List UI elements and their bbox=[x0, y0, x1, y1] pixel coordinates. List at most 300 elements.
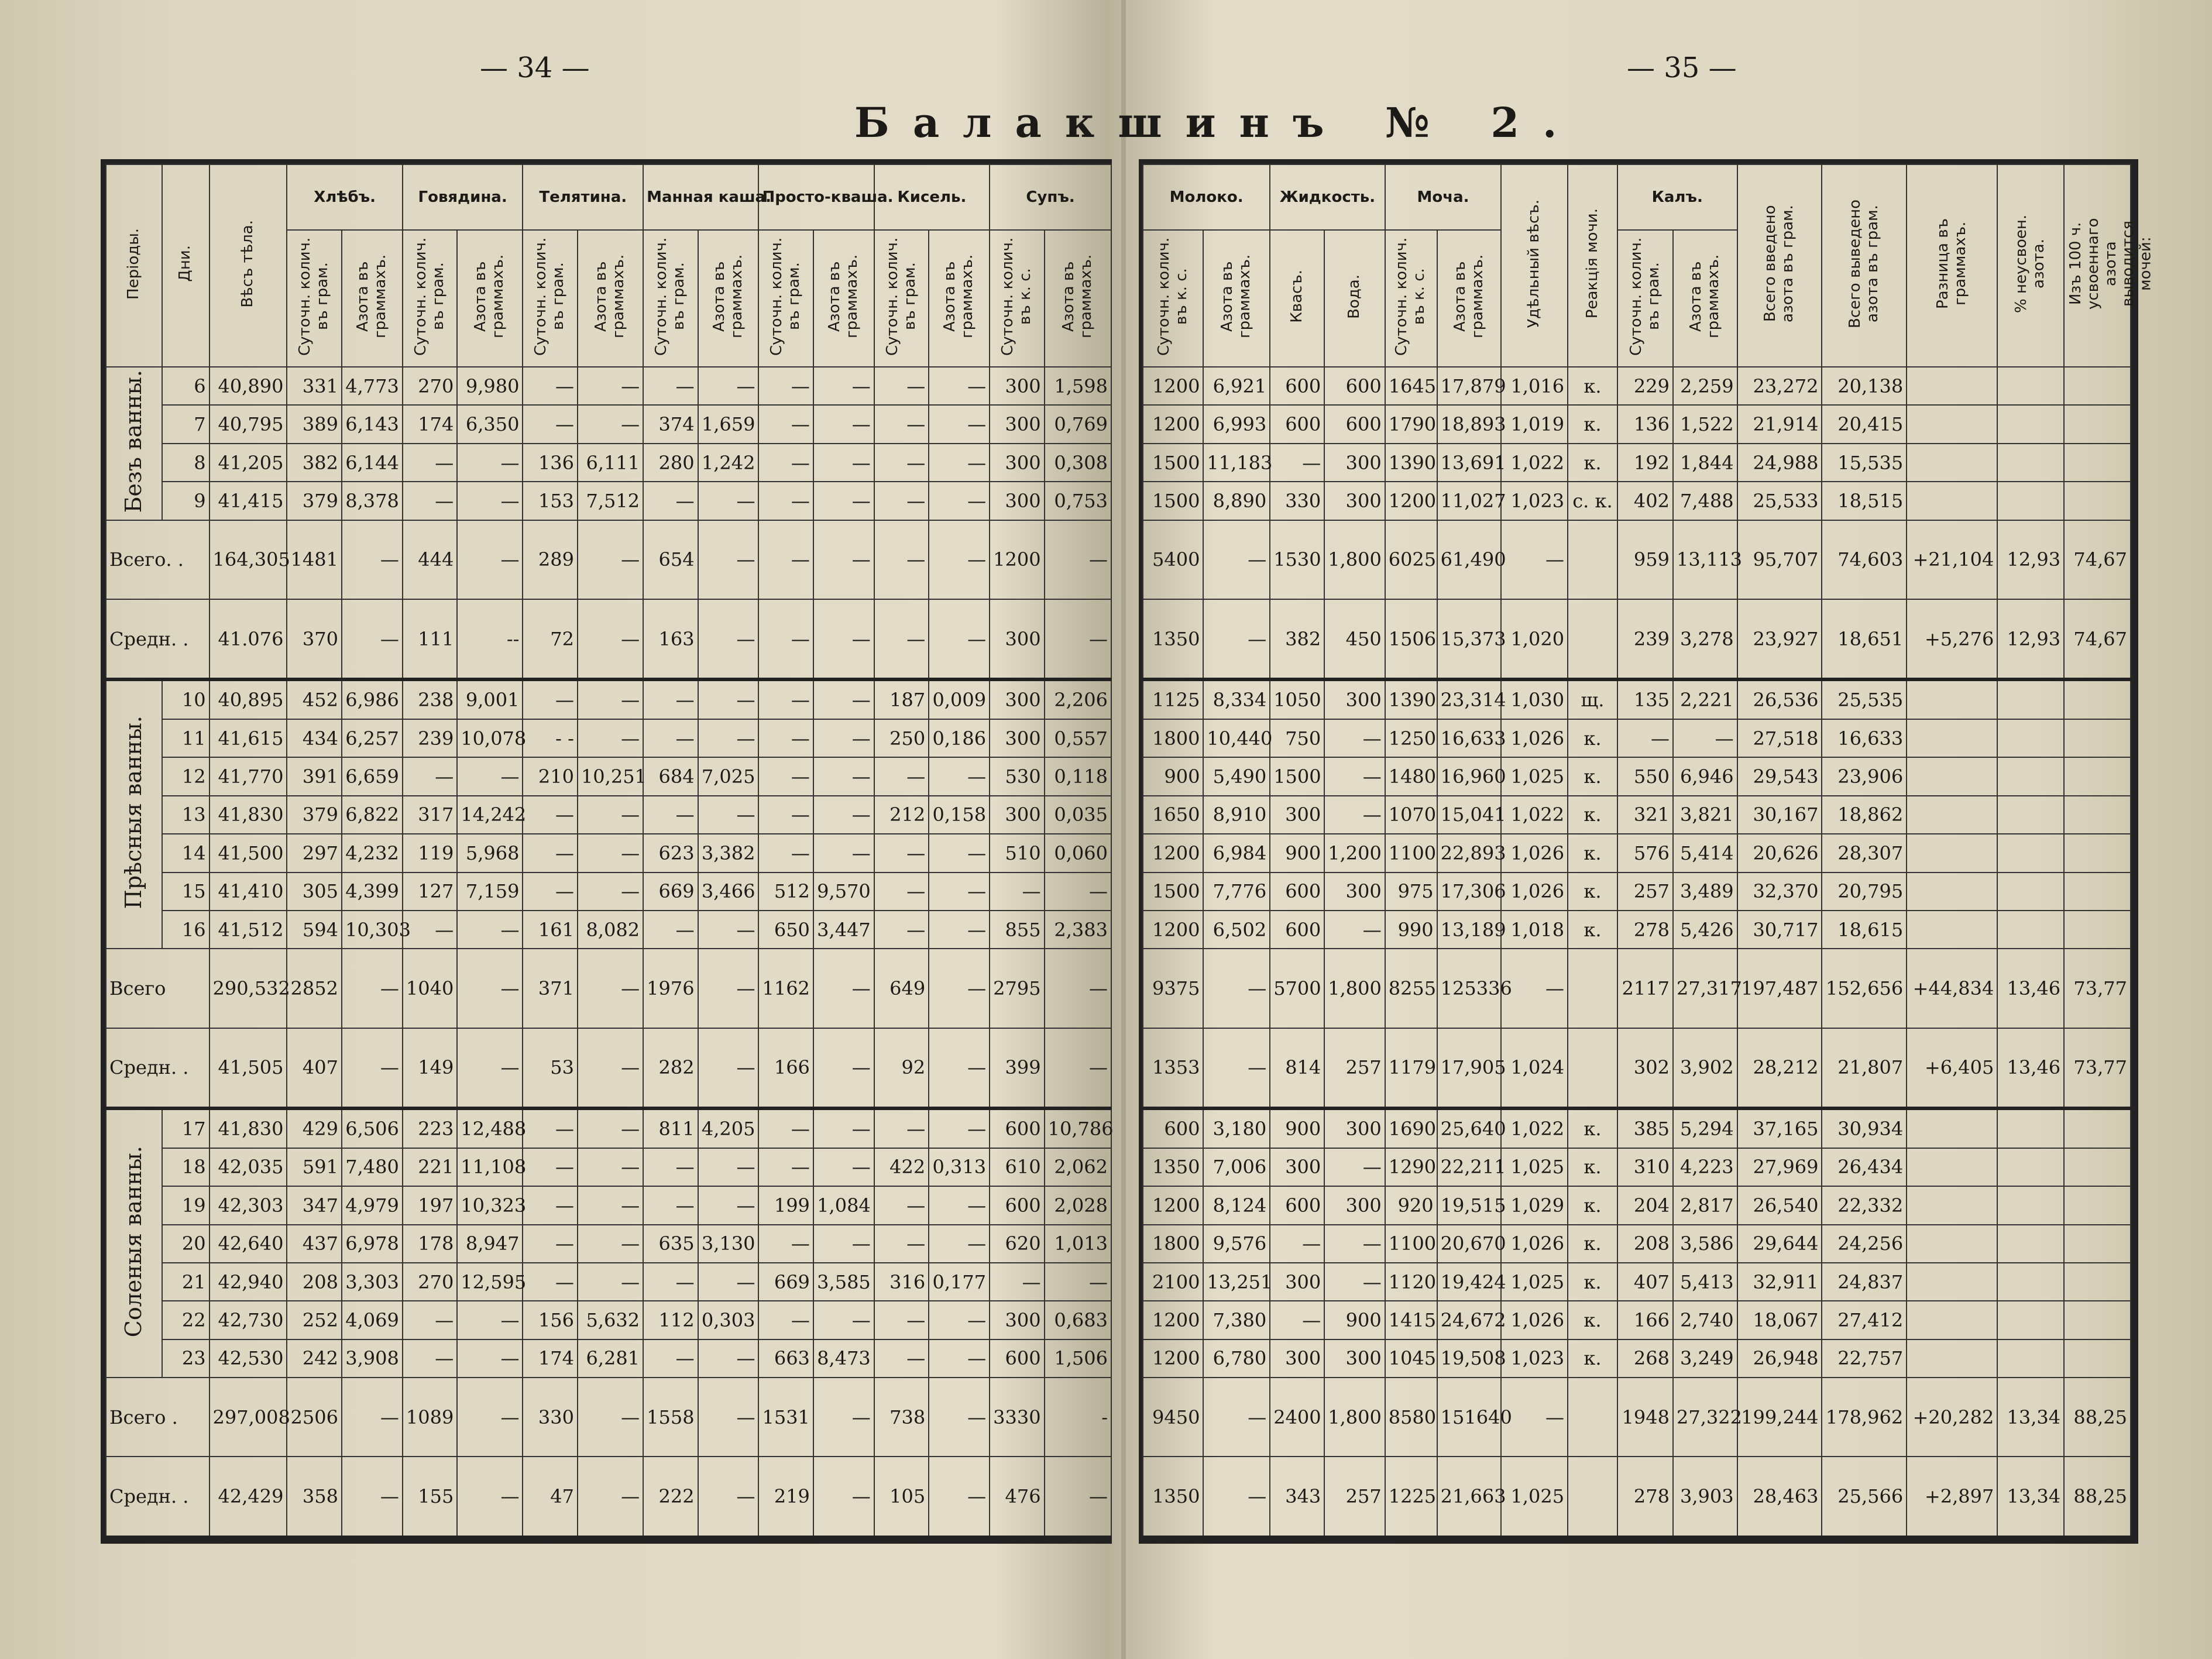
left-cell: — bbox=[874, 1225, 929, 1263]
left-avg-cell: 407 bbox=[287, 1028, 341, 1108]
left-cell: — bbox=[523, 679, 577, 719]
left-avg-cell: 166 bbox=[758, 1028, 813, 1108]
right-avg-cell: — bbox=[1203, 1028, 1270, 1108]
header-summary-6-text: Всего введено азота въ грам. bbox=[1761, 205, 1797, 322]
right-cell: 5,426 bbox=[1673, 911, 1737, 949]
left-cell: 41,205 bbox=[209, 444, 287, 482]
left-cell: — bbox=[523, 873, 577, 911]
right-avg-cell: 1353 bbox=[1143, 1028, 1203, 1108]
right-total-cell: +20,282 bbox=[1907, 1378, 1997, 1457]
right-day-row bbox=[1143, 1186, 2131, 1224]
left-cell: 8,947 bbox=[457, 1225, 523, 1263]
left-cell: 3,130 bbox=[698, 1225, 759, 1263]
right-cell: 1690 bbox=[1385, 1108, 1437, 1148]
left-cell: 199 bbox=[758, 1186, 813, 1224]
header-food-3: Манная каша. bbox=[643, 164, 758, 230]
left-cell: — bbox=[813, 757, 874, 795]
right-cell: 2100 bbox=[1143, 1263, 1203, 1301]
left-cell: 8,082 bbox=[578, 911, 643, 949]
right-cell: 600 bbox=[1270, 911, 1324, 949]
right-cell bbox=[1997, 1225, 2064, 1263]
right-day-row bbox=[1143, 1339, 2131, 1378]
right-total-cell: 151640 bbox=[1437, 1378, 1502, 1457]
right-cell bbox=[2064, 1339, 2131, 1378]
left-avg-cell: — bbox=[578, 599, 643, 679]
right-cell: к. bbox=[1568, 1339, 1617, 1378]
left-cell: — bbox=[874, 1186, 929, 1224]
left-cell: — bbox=[874, 1301, 929, 1339]
left-cell: 12 bbox=[162, 757, 209, 795]
right-cell: 1500 bbox=[1143, 444, 1203, 482]
left-avg-cell: 219 bbox=[758, 1457, 813, 1537]
left-cell: — bbox=[813, 367, 874, 405]
right-cell: 11,027 bbox=[1437, 482, 1502, 520]
header-summary-6 bbox=[1737, 164, 1822, 367]
left-cell: — bbox=[578, 1186, 643, 1224]
right-cell: 17,879 bbox=[1437, 367, 1502, 405]
left-cell: 11,108 bbox=[457, 1148, 523, 1186]
left-cell: 2,028 bbox=[1045, 1186, 1111, 1224]
left-cell: 623 bbox=[643, 834, 698, 872]
left-cell: 0,118 bbox=[1045, 757, 1111, 795]
right-cell: 407 bbox=[1617, 1263, 1673, 1301]
left-cell: — bbox=[578, 719, 643, 757]
right-cell: 900 bbox=[1270, 1108, 1324, 1148]
right-total-cell: 199,244 bbox=[1737, 1378, 1822, 1457]
right-cell: к. bbox=[1568, 1186, 1617, 1224]
left-cell: — bbox=[929, 1108, 990, 1148]
left-avg-cell: -- bbox=[457, 599, 523, 679]
header-feces-daily-text: Суточн. колич. въ грам. bbox=[1627, 237, 1663, 356]
left-avg-row bbox=[106, 1028, 1111, 1108]
left-cell: 600 bbox=[990, 1339, 1044, 1378]
right-cell: 1,026 bbox=[1501, 1225, 1568, 1263]
left-cell: 6,506 bbox=[342, 1108, 403, 1148]
right-cell: к. bbox=[1568, 1225, 1617, 1263]
right-total-cell: 6025 bbox=[1385, 520, 1437, 599]
left-total-cell: — bbox=[874, 520, 929, 599]
right-cell bbox=[1907, 1301, 1997, 1339]
right-avg-cell: 1,025 bbox=[1501, 1457, 1568, 1537]
header-food-1: Говядина. bbox=[403, 164, 523, 230]
right-total-cell: 2400 bbox=[1270, 1378, 1324, 1457]
left-cell: — bbox=[643, 482, 698, 520]
right-total-cell: 5400 bbox=[1143, 520, 1203, 599]
left-cell: - - bbox=[523, 719, 577, 757]
header-feces-nitrogen-text: Азота въ граммахъ. bbox=[1687, 254, 1722, 339]
left-cell: 42,940 bbox=[209, 1263, 287, 1301]
right-avg-cell: 18,651 bbox=[1822, 599, 1907, 679]
header-water-text: Вода. bbox=[1345, 274, 1363, 319]
left-total-cell: 2852 bbox=[287, 949, 341, 1028]
left-cell: 10,323 bbox=[457, 1186, 523, 1224]
left-cell: — bbox=[874, 1339, 929, 1378]
right-day-row bbox=[1143, 719, 2131, 757]
left-cell: 21 bbox=[162, 1263, 209, 1301]
left-cell: 379 bbox=[287, 796, 341, 834]
left-cell: — bbox=[578, 405, 643, 443]
left-cell: 382 bbox=[287, 444, 341, 482]
right-total-cell bbox=[1568, 520, 1617, 599]
right-cell: 1100 bbox=[1385, 834, 1437, 872]
left-cell: 10,251 bbox=[578, 757, 643, 795]
left-cell: 280 bbox=[643, 444, 698, 482]
right-cell: 37,165 bbox=[1737, 1108, 1822, 1148]
left-cell: 0,308 bbox=[1045, 444, 1111, 482]
left-avg-row bbox=[106, 1457, 1111, 1537]
right-total-cell bbox=[1568, 949, 1617, 1028]
right-day-row bbox=[1143, 367, 2131, 405]
left-total-cell: — bbox=[929, 520, 990, 599]
left-cell: 7,159 bbox=[457, 873, 523, 911]
left-avg-cell: 41.076 bbox=[209, 599, 287, 679]
right-avg-cell: +2,897 bbox=[1907, 1457, 1997, 1537]
right-total-cell: 8255 bbox=[1385, 949, 1437, 1028]
left-cell: 7 bbox=[162, 405, 209, 443]
right-total-cell: 1948 bbox=[1617, 1378, 1673, 1457]
right-cell: 1,522 bbox=[1673, 405, 1737, 443]
left-cell: 22 bbox=[162, 1301, 209, 1339]
left-cell: — bbox=[578, 679, 643, 719]
left-cell: — bbox=[457, 1339, 523, 1378]
left-cell: 12,595 bbox=[457, 1263, 523, 1301]
header-urine-reaction bbox=[1568, 164, 1617, 367]
left-cell: 317 bbox=[403, 796, 457, 834]
right-cell: 300 bbox=[1324, 1339, 1385, 1378]
right-cell: 26,536 bbox=[1737, 679, 1822, 719]
left-cell: 1,598 bbox=[1045, 367, 1111, 405]
period-label-1 bbox=[106, 679, 162, 949]
left-cell: 3,585 bbox=[813, 1263, 874, 1301]
left-cell: 620 bbox=[990, 1225, 1044, 1263]
left-cell: — bbox=[457, 482, 523, 520]
left-cell: 610 bbox=[990, 1148, 1044, 1186]
left-cell: — bbox=[643, 796, 698, 834]
left-cell: — bbox=[578, 1263, 643, 1301]
left-cell: — bbox=[698, 911, 759, 949]
left-cell: — bbox=[643, 679, 698, 719]
right-cell: к. bbox=[1568, 757, 1617, 795]
left-cell: 2,383 bbox=[1045, 911, 1111, 949]
left-total-cell: — bbox=[698, 949, 759, 1028]
left-avg-cell: — bbox=[342, 1457, 403, 1537]
right-total-cell: +44,834 bbox=[1907, 949, 1997, 1028]
left-cell: 252 bbox=[287, 1301, 341, 1339]
left-cell: 4,399 bbox=[342, 873, 403, 911]
right-day-row bbox=[1143, 873, 2131, 911]
header-summary-7 bbox=[1822, 164, 1907, 367]
right-cell bbox=[2064, 1263, 2131, 1301]
right-cell bbox=[1907, 1339, 1997, 1378]
right-avg-cell: 382 bbox=[1270, 599, 1324, 679]
right-total-cell: 12,93 bbox=[1997, 520, 2064, 599]
left-avg-cell: 149 bbox=[403, 1028, 457, 1108]
right-total-cell: 13,113 bbox=[1673, 520, 1737, 599]
right-day-row bbox=[1143, 796, 2131, 834]
right-cell bbox=[1907, 834, 1997, 872]
left-cell: 14 bbox=[162, 834, 209, 872]
left-cell: — bbox=[1045, 1263, 1111, 1301]
right-total-cell: 9450 bbox=[1143, 1378, 1203, 1457]
right-cell: 136 bbox=[1617, 405, 1673, 443]
header-daily-amount-5-text: Суточн. колич. въ грам. bbox=[883, 237, 919, 356]
right-cell bbox=[1997, 1301, 2064, 1339]
left-avg-row bbox=[106, 599, 1111, 679]
left-day-row bbox=[106, 873, 1111, 911]
right-cell: 1200 bbox=[1143, 1301, 1203, 1339]
left-avg-cell: — bbox=[813, 1028, 874, 1108]
left-cell: 239 bbox=[403, 719, 457, 757]
left-cell: — bbox=[758, 1225, 813, 1263]
left-cell: 316 bbox=[874, 1263, 929, 1301]
left-cell: 0,158 bbox=[929, 796, 990, 834]
left-cell: 41,415 bbox=[209, 482, 287, 520]
right-cell bbox=[2064, 482, 2131, 520]
right-cell: 1,016 bbox=[1501, 367, 1568, 405]
left-cell: 3,908 bbox=[342, 1339, 403, 1378]
left-cell: — bbox=[578, 834, 643, 872]
right-avg-cell: 21,807 bbox=[1822, 1028, 1907, 1108]
left-cell: 41,830 bbox=[209, 796, 287, 834]
right-cell: 26,948 bbox=[1737, 1339, 1822, 1378]
left-cell: 3,447 bbox=[813, 911, 874, 949]
right-avg-cell: 3,278 bbox=[1673, 599, 1737, 679]
right-cell: 321 bbox=[1617, 796, 1673, 834]
left-cell: — bbox=[813, 679, 874, 719]
right-cell: 1200 bbox=[1385, 482, 1437, 520]
right-total-row bbox=[1143, 520, 2131, 599]
header-urine-nitrogen bbox=[1437, 230, 1502, 367]
right-cell: 16,960 bbox=[1437, 757, 1502, 795]
right-cell: к. bbox=[1568, 873, 1617, 911]
right-cell: 30,934 bbox=[1822, 1108, 1907, 1148]
right-day-row bbox=[1143, 1148, 2131, 1186]
left-cell: 0,753 bbox=[1045, 482, 1111, 520]
right-cell: 900 bbox=[1143, 757, 1203, 795]
left-total-cell: 289 bbox=[523, 520, 577, 599]
left-avg-label: Средн. . bbox=[106, 599, 209, 679]
right-cell bbox=[1997, 1339, 2064, 1378]
left-cell: 422 bbox=[874, 1148, 929, 1186]
left-cell: — bbox=[758, 834, 813, 872]
right-cell bbox=[1907, 757, 1997, 795]
left-total-cell: — bbox=[813, 949, 874, 1028]
right-cell: 25,640 bbox=[1437, 1108, 1502, 1148]
left-cell: — bbox=[758, 444, 813, 482]
right-cell: 300 bbox=[1324, 873, 1385, 911]
right-cell: 300 bbox=[1324, 482, 1385, 520]
left-total-cell: 1976 bbox=[643, 949, 698, 1028]
left-cell: 379 bbox=[287, 482, 341, 520]
right-cell: 1200 bbox=[1143, 405, 1203, 443]
right-total-cell: 8580 bbox=[1385, 1378, 1437, 1457]
left-cell: — bbox=[758, 679, 813, 719]
left-cell: 374 bbox=[643, 405, 698, 443]
header-period bbox=[106, 164, 162, 367]
right-cell bbox=[1997, 796, 2064, 834]
header-nitrogen-5-text: Азота въ граммахъ. bbox=[941, 254, 977, 339]
right-cell: 18,067 bbox=[1737, 1301, 1822, 1339]
header-water bbox=[1324, 230, 1385, 367]
right-cell: 1390 bbox=[1385, 444, 1437, 482]
left-cell: — bbox=[698, 1148, 759, 1186]
right-cell: — bbox=[1324, 911, 1385, 949]
left-cell: 6,143 bbox=[342, 405, 403, 443]
left-cell: — bbox=[758, 757, 813, 795]
right-cell: к. bbox=[1568, 834, 1617, 872]
right-cell bbox=[2064, 757, 2131, 795]
right-cell bbox=[2064, 1186, 2131, 1224]
right-avg-cell: 28,212 bbox=[1737, 1028, 1822, 1108]
left-avg-cell: — bbox=[698, 1028, 759, 1108]
right-cell bbox=[1907, 1108, 1997, 1148]
left-cell: — bbox=[643, 1339, 698, 1378]
right-day-row bbox=[1143, 405, 2131, 443]
right-total-cell: — bbox=[1203, 1378, 1270, 1457]
right-cell: 2,740 bbox=[1673, 1301, 1737, 1339]
right-cell: 1,026 bbox=[1501, 1301, 1568, 1339]
right-cell: 5,490 bbox=[1203, 757, 1270, 795]
left-cell: 9 bbox=[162, 482, 209, 520]
right-cell: 26,434 bbox=[1822, 1148, 1907, 1186]
left-cell: 14,242 bbox=[457, 796, 523, 834]
left-cell: 187 bbox=[874, 679, 929, 719]
header-daily-amount-4 bbox=[758, 230, 813, 367]
left-cell: — bbox=[523, 834, 577, 872]
left-cell: 12,488 bbox=[457, 1108, 523, 1148]
right-cell: 1,023 bbox=[1501, 482, 1568, 520]
header-nitrogen-3 bbox=[698, 230, 759, 367]
right-cell: 3,821 bbox=[1673, 796, 1737, 834]
page-number-right: — 35 — bbox=[1627, 51, 1737, 84]
left-cell: 855 bbox=[990, 911, 1044, 949]
left-avg-cell: 155 bbox=[403, 1457, 457, 1537]
left-cell: 0,186 bbox=[929, 719, 990, 757]
right-avg-cell: 15,373 bbox=[1437, 599, 1502, 679]
left-cell: — bbox=[813, 1148, 874, 1186]
left-total-cell: — bbox=[929, 1378, 990, 1457]
left-cell: — bbox=[813, 444, 874, 482]
left-cell: 242 bbox=[287, 1339, 341, 1378]
header-day-text: Дни. bbox=[176, 245, 194, 282]
right-total-cell: — bbox=[1501, 1378, 1568, 1457]
header-feces-daily bbox=[1617, 230, 1673, 367]
right-cell bbox=[2064, 444, 2131, 482]
left-cell: 305 bbox=[287, 873, 341, 911]
left-cell: — bbox=[578, 1108, 643, 1148]
left-cell: 42,303 bbox=[209, 1186, 287, 1224]
right-cell bbox=[2064, 719, 2131, 757]
left-cell: 9,980 bbox=[457, 367, 523, 405]
right-total-cell: 1,800 bbox=[1324, 520, 1385, 599]
left-cell: — bbox=[874, 405, 929, 443]
left-cell: — bbox=[643, 1148, 698, 1186]
header-milk-daily-text: Суточн. колич. въ к. с. bbox=[1155, 237, 1190, 356]
left-avg-cell: 222 bbox=[643, 1457, 698, 1537]
left-cell: — bbox=[403, 1339, 457, 1378]
right-cell: — bbox=[1324, 1263, 1385, 1301]
left-cell: — bbox=[813, 1108, 874, 1148]
left-cell: — bbox=[1045, 873, 1111, 911]
header-nitrogen-2 bbox=[578, 230, 643, 367]
right-cell: — bbox=[1324, 1148, 1385, 1186]
left-avg-label: Средн. . bbox=[106, 1457, 209, 1537]
left-table bbox=[105, 164, 1112, 1539]
left-cell: — bbox=[990, 873, 1044, 911]
page-number-left: — 34 — bbox=[480, 51, 590, 84]
right-total-cell: 73,77 bbox=[2064, 949, 2131, 1028]
right-cell: — bbox=[1324, 796, 1385, 834]
right-cell: 300 bbox=[1270, 796, 1324, 834]
header-summary-9 bbox=[1997, 164, 2064, 367]
right-cell: — bbox=[1617, 719, 1673, 757]
right-avg-cell: 25,566 bbox=[1822, 1457, 1907, 1537]
right-cell: 1350 bbox=[1143, 1148, 1203, 1186]
header-milk-nitrogen bbox=[1203, 230, 1270, 367]
left-cell: — bbox=[523, 1108, 577, 1148]
right-table bbox=[1142, 164, 2155, 1539]
right-cell: 600 bbox=[1270, 873, 1324, 911]
right-avg-cell: 239 bbox=[1617, 599, 1673, 679]
right-cell: 1050 bbox=[1270, 679, 1324, 719]
left-cell: — bbox=[929, 1225, 990, 1263]
left-avg-cell: — bbox=[698, 1457, 759, 1537]
right-cell: 23,272 bbox=[1737, 367, 1822, 405]
left-total-cell: — bbox=[578, 1378, 643, 1457]
right-cell: 920 bbox=[1385, 1186, 1437, 1224]
left-avg-cell: 72 bbox=[523, 599, 577, 679]
right-total-cell: 125336 bbox=[1437, 949, 1502, 1028]
right-cell: 6,993 bbox=[1203, 405, 1270, 443]
left-cell: — bbox=[929, 482, 990, 520]
left-avg-cell: 282 bbox=[643, 1028, 698, 1108]
left-avg-cell: 476 bbox=[990, 1457, 1044, 1537]
header-food-0: Хлѣбъ. bbox=[287, 164, 402, 230]
left-cell: 119 bbox=[403, 834, 457, 872]
right-cell: 310 bbox=[1617, 1148, 1673, 1186]
left-cell: 297 bbox=[287, 834, 341, 872]
right-cell: — bbox=[1324, 719, 1385, 757]
right-cell: 18,862 bbox=[1822, 796, 1907, 834]
right-cell: 23,906 bbox=[1822, 757, 1907, 795]
right-cell: 3,249 bbox=[1673, 1339, 1737, 1378]
header-nitrogen-3-text: Азота въ граммахъ. bbox=[710, 254, 746, 339]
left-day-row bbox=[106, 444, 1111, 482]
left-cell: 8 bbox=[162, 444, 209, 482]
left-cell: — bbox=[698, 1339, 759, 1378]
right-cell: 1070 bbox=[1385, 796, 1437, 834]
header-summary-8-text: Разница въ граммахъ. bbox=[1933, 218, 1969, 309]
left-cell: — bbox=[758, 1108, 813, 1148]
header-daily-amount-2 bbox=[523, 230, 577, 367]
left-cell: 300 bbox=[990, 1301, 1044, 1339]
left-total-label: Всего . bbox=[106, 1378, 209, 1457]
left-total-cell: — bbox=[578, 949, 643, 1028]
left-cell: — bbox=[990, 1263, 1044, 1301]
header-urine-nitrogen-text: Азота въ граммахъ. bbox=[1451, 254, 1486, 339]
right-cell: 18,515 bbox=[1822, 482, 1907, 520]
right-cell: 30,167 bbox=[1737, 796, 1822, 834]
right-cell: 1500 bbox=[1270, 757, 1324, 795]
right-total-cell: 27,322 bbox=[1673, 1378, 1737, 1457]
left-cell: 13 bbox=[162, 796, 209, 834]
left-cell: 4,205 bbox=[698, 1108, 759, 1148]
right-cell: 8,890 bbox=[1203, 482, 1270, 520]
left-avg-cell: — bbox=[1045, 1457, 1111, 1537]
left-avg-cell: 358 bbox=[287, 1457, 341, 1537]
header-milk: Молоко. bbox=[1143, 164, 1270, 230]
left-day-row bbox=[106, 911, 1111, 949]
